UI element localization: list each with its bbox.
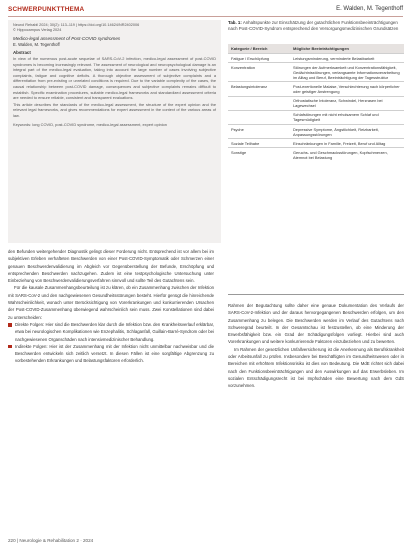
table-cell-impairment: Leistungsminderung, verminderte Belastbarkeit (290, 54, 404, 63)
table-row (228, 110, 404, 124)
body-paragraph: Rahmen der Begutachtung sollte daher eine genaue Dokumentation des Verlaufs der SARS-CoV-2-Infektion und der daraus hervorgegangenen Beschwerden erfolgen, um den Zusammenhang zu belegen. Die Beschwerden werden im Verlauf des Gutachtens nach Schweregrad beurteilt. In der Gesamtschau ist festzustellen, ob eine Minderung der Erwerbsfähigkeit bzw. ein Grad der Schädigungsfolgen vorliegt. Hierbei sind auch Vorerkrankungen und weitere konkurrierende Faktoren einzubeziehen und zu bewerten. (228, 303, 404, 345)
body-paragraph: den Befunden weitergehender Diagnostik gelingt dieser Forderung nicht. Entsprechend ist vor allem bei im subjektiven Erleben verhafteten Beschwerden von einer Post-COVID-Symptomatik oder Schmerzen einer genauen Beschwerdenvalidierung im Abgleich vor Gegenüberstellung der Befunde, Erschöpfung und entsprechenden Beschwerden nachzugehen. Zudem ist eine testpsychologische Untersuchung unter Einbeziehung von Beschwerdenvalidierungsverfahren sinnvoll und sollte Teil des Gutachtens sein. (8, 249, 214, 284)
impairment-table (228, 44, 404, 162)
copyright-line: © Hippocampus Verlag 2024 (13, 28, 62, 32)
table-row (228, 96, 404, 110)
table-cell-category: Fatigue / Erschöpfung (228, 54, 290, 63)
table-cell-category (228, 110, 290, 124)
abstract-heading: Abstract (13, 50, 31, 55)
section-header: SCHWERPUNKTTHEMA (8, 6, 85, 13)
table-cell-impairment: Geruchs- und Geschmacksstörungen, Kopfschmerzen, Atemnot bei Belastung (290, 148, 404, 162)
keywords: Keywords: long COVID, post-COVID syndrome, medico-legal assessment, expert opinion (13, 121, 167, 127)
table-cell-category: Soziale Teilhabe (228, 139, 290, 148)
bullet-square-icon (8, 345, 12, 349)
table-cell-category: Sonstige (228, 148, 290, 162)
table-cell-category (228, 96, 290, 110)
bullet-text: Direkte Folgen: Hier sind die Beschwerden klar durch die Infektion bzw. den Krankheitsverlauf erklärbar, etwa bei neurologischen Komplikationen wie Enzephalitis, Schlaganfall, Guillain-Barré-Syndrom oder bei nachgewiesenen Organschäden nach intensivmedizinischer Behandlung. (15, 321, 214, 342)
table-cell-impairment: Orthostatische Intoleranz, Schwindel, Herzrasen bei Lagewechsel (290, 96, 404, 110)
table-col-header: Kategorie / Bereich (228, 44, 290, 54)
table-row (228, 54, 404, 63)
table-header-row (228, 44, 404, 54)
table-cell-impairment: Einschränkungen in Familie, Freizeit, Beruf und Alltag (290, 139, 404, 148)
table-row (228, 148, 404, 162)
body-column-right (228, 302, 404, 390)
bullet-item (8, 343, 214, 365)
body-paragraph: Für die kausale Zusammenhangsbeurteilung ist zu klären, ob ein Zusammenhang zwischen der Infektion mit SARS-CoV-2 und den nachgewiesenen Gesundheitsstörungen besteht. Hierfür genügt die hinreichende Wahrscheinlichkeit, wonach unter Berücksichtigung von Vorerkrankungen und konkurrierenden Ursachen der Post-COVID-Zusammenhang überwiegend wahrscheinlich sein muss. Zwei Konstellationen sind dabei zu unterscheiden: (8, 285, 214, 320)
table-row (228, 63, 404, 82)
table-cell-category: Psyche (228, 124, 290, 138)
table-bottom-rule (228, 294, 404, 295)
page-footer: 220 | Neurologie & Rehabilitation 2 · 2024 (8, 538, 94, 543)
table-col-header: Mögliche Beeinträchtigungen (290, 44, 404, 54)
table-caption-text: Anhaltspunkte zur Einschätzung der gutachtlichen Funktionsbeeinträchtigungen nach Post-COVID-Syndrom entsprechend den Versorgungsmedizinischen Grundsätzen (228, 20, 399, 31)
english-abstract-box (8, 20, 221, 243)
running-authors: E. Walden, M. Tegenthoff (336, 6, 403, 12)
english-authors: E. Walden, M. Tegenthoff (13, 42, 60, 47)
table-row (228, 82, 404, 96)
english-title: Medico-legal assessment of Post-COVID syndromes (13, 36, 121, 41)
table-cell-impairment: Post-exertionelle Malaise, Verschlechterung nach körperlicher oder geistiger Anstrengung (290, 82, 404, 96)
bullet-square-icon (8, 323, 12, 327)
table-cell-impairment: Störungen der Aufmerksamkeit und Konzentrationsfähigkeit, Gedächtnisstörungen, verlangsamte Informationsverarbeitung im Alltag und Beruf, Beeinträchtigung der Tagesstruktur (290, 63, 404, 82)
table-caption-label: Tab. 1: (228, 20, 242, 25)
bullet-text: Indirekte Folgen: Hier ist der Zusammenhang mit der Infektion nicht unmittelbar nachweisbar und die Beschwerden entwickeln sich zeitlich versetzt. In diesen Fällen ist eine sorgfältige Abgrenzung zu vorbestehenden Erkrankungen und Belastungsfaktoren erforderlich. (15, 343, 214, 364)
bullet-item (8, 321, 214, 343)
abstract-paragraph: In view of the numerous post-acute sequelae of SARS-CoV-2 infection, medico-legal assessment of post-COVID syndromes is becoming increasingly relevant. The assessment of neurological and neuropsychological damage is an integral part of the medico-legal evaluation, taking into account the large number of cases involving subjective complaints, fatigue and cognitive deficits. A thorough objective assessment of subjective complaints and a differentiation from pre-existing or unrelated conditions is required. Due to the variable complexity of the cases, the causal relationship between post-COVID damage, consequences and subjective complaints remains difficult to establish. Specific examination procedures, suitable medico-legal frameworks and standardized assessment criteria are needed to ensure reliable, consistent and transparent evaluations. (13, 56, 216, 101)
table-row (228, 139, 404, 148)
table-cell-impairment: Depressive Symptome, Ängstlichkeit, Reizbarkeit, Anpassungsstörungen (290, 124, 404, 138)
table-cell-category: Belastungsintoleranz (228, 82, 290, 96)
table-cell-category: Konzentration (228, 63, 290, 82)
citation-line: Neurol Rehabil 2024; 30(2): 113–119 | https://doi.org/10.14624/NR2402006 (13, 23, 140, 27)
body-paragraph: Im Rahmen der gesetzlichen Unfallversicherung ist die Anerkennung als Berufskrankheit oder Arbeitsunfall zu prüfen. Insbesondere bei Beschäftigten im Gesundheitswesen oder in Bereichen mit erhöhtem Infektionsrisiko ist dies von Bedeutung. Die MdE richtet sich dabei nach den Funktionsbeeinträchtigungen und den Auswirkungen auf das Erwerbsleben. Im sozialen Entschädigungsrecht ist bei Impfschäden eine Bewertung nach dem GdS vorzunehmen. (228, 346, 404, 389)
body-column-left (8, 248, 214, 365)
table-cell-impairment: Schlafstörungen mit nicht erholsamem Schlaf und Tagesmüdigkeit (290, 110, 404, 124)
table-row (228, 124, 404, 138)
table-caption (228, 20, 404, 31)
abstract-paragraph: This article describes the standards of the medico-legal assessment, the structure of the expert opinion and the relevant legal frameworks, and gives recommendations for expert assessment in the context of the various areas of law. (13, 101, 216, 118)
header-rule (8, 16, 403, 17)
